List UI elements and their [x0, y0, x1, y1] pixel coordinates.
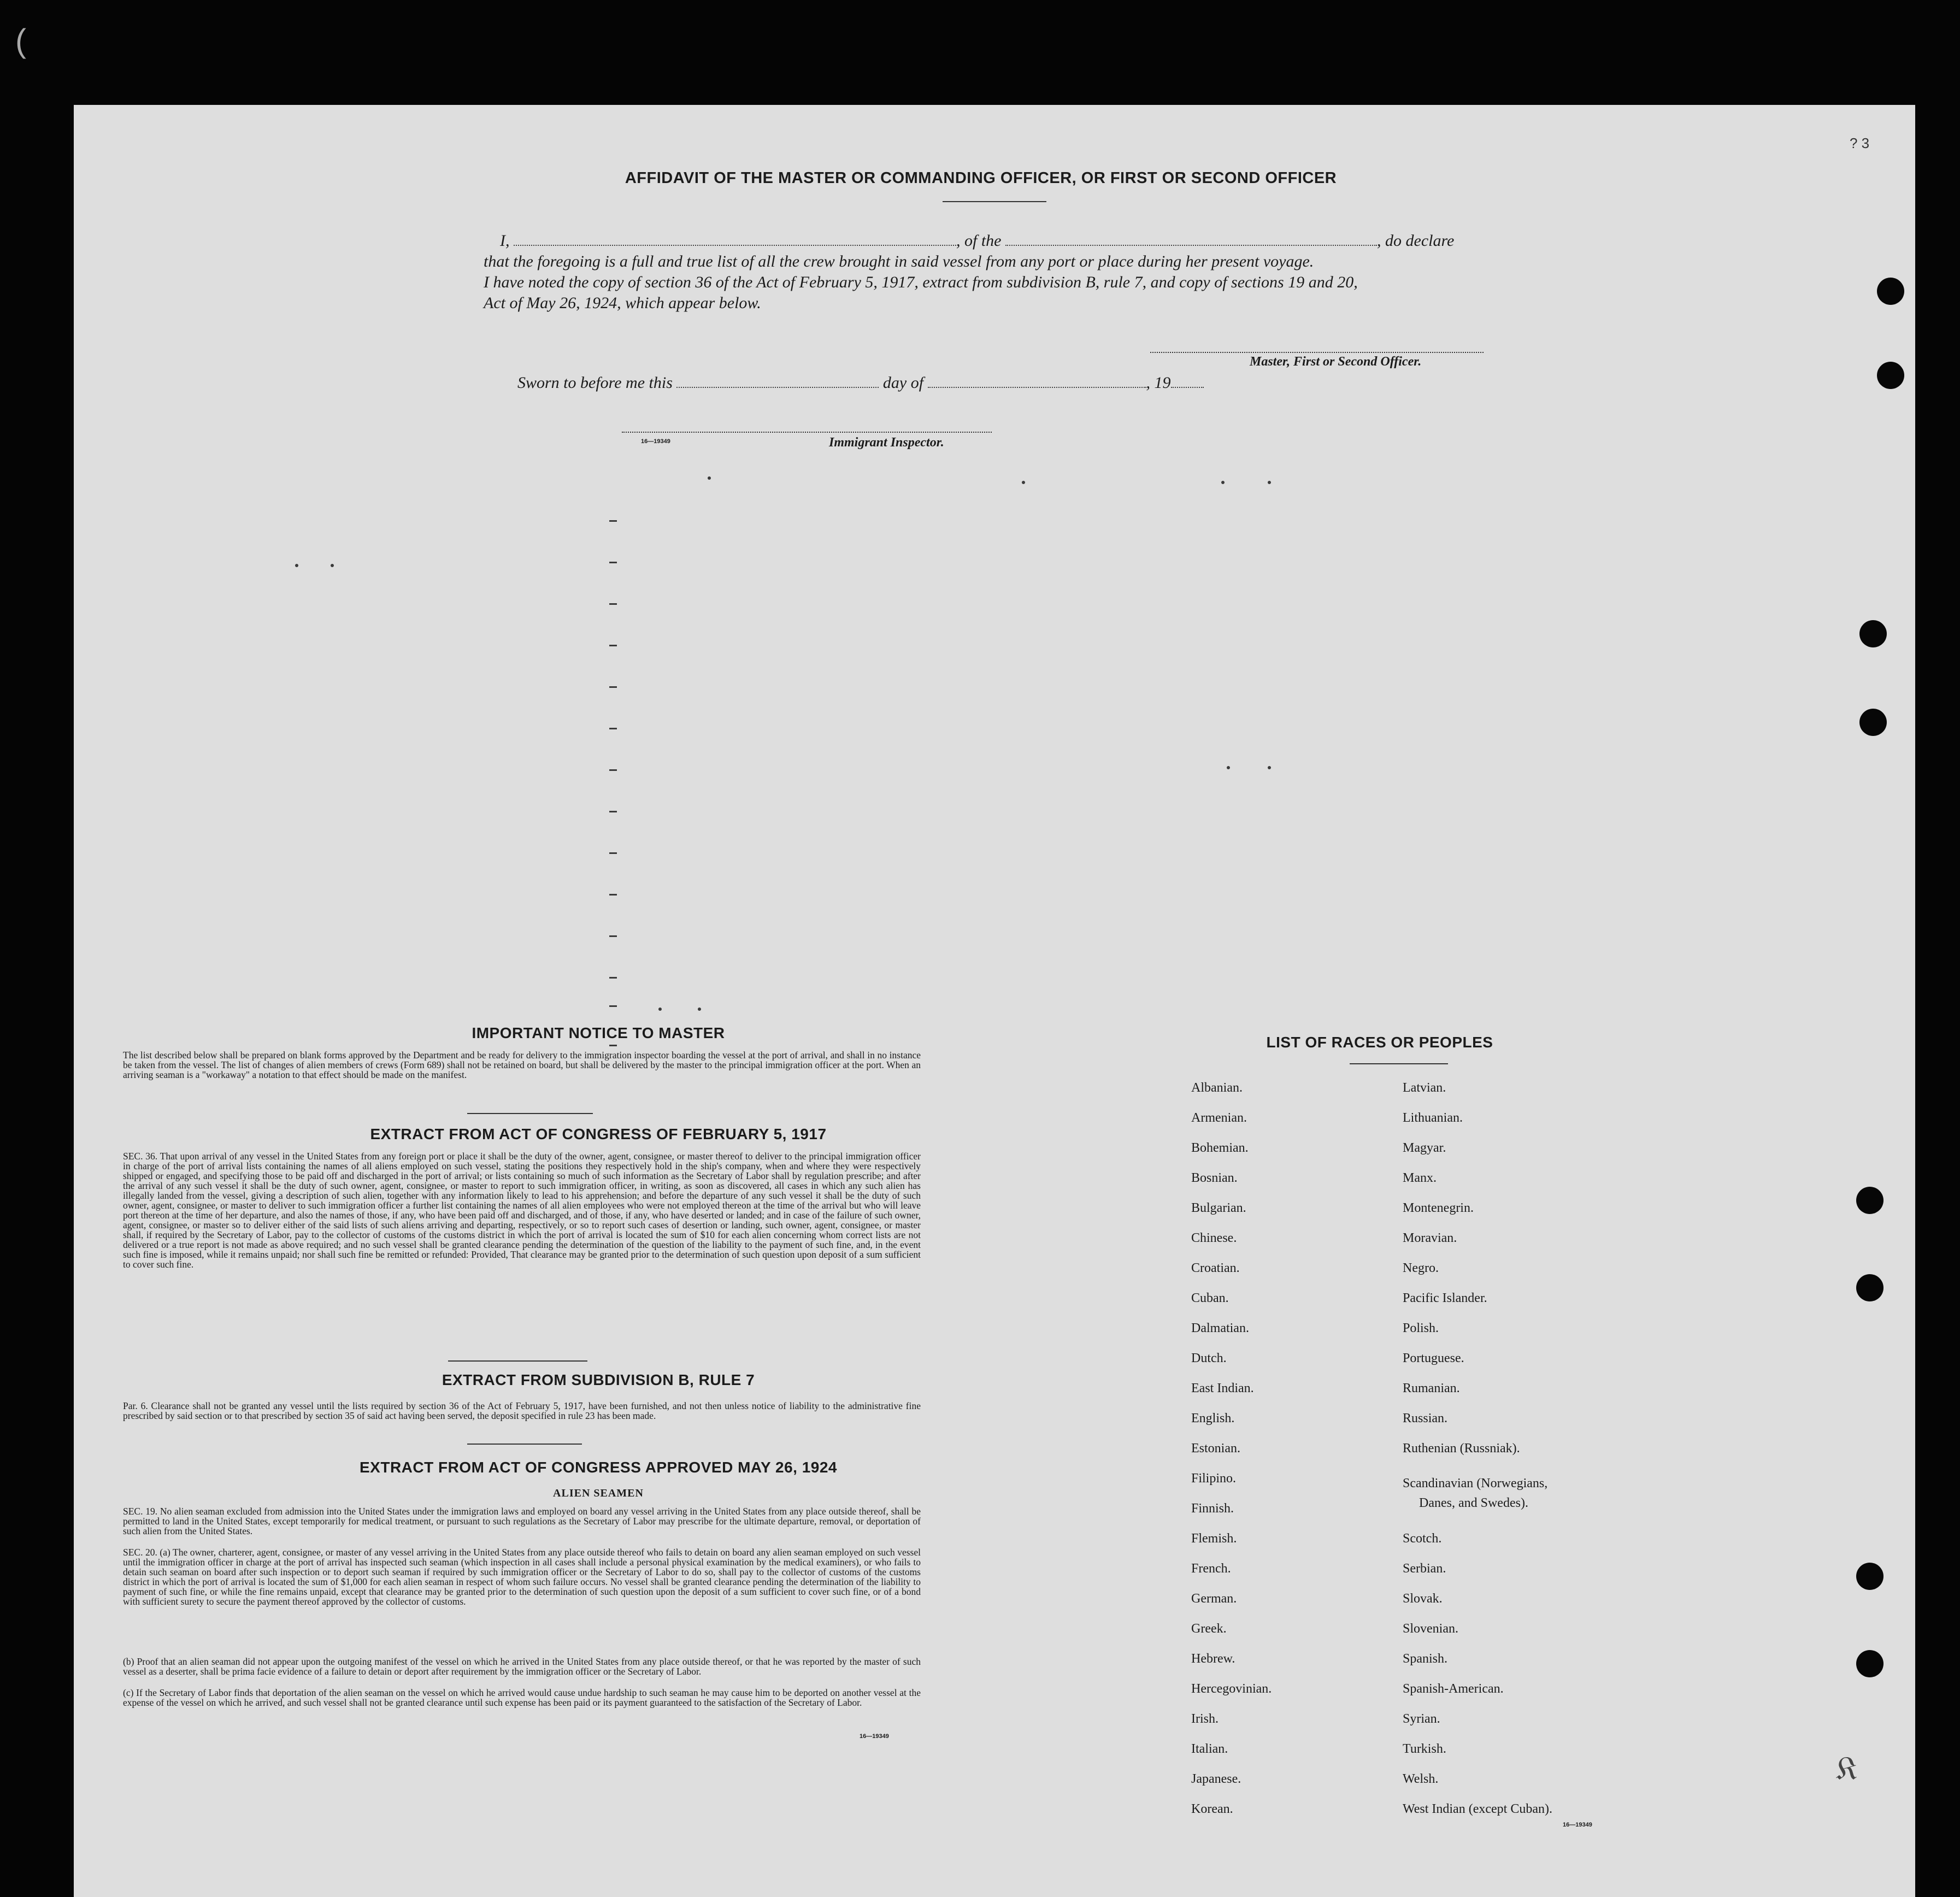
stray-dot: [698, 1008, 701, 1011]
race-hebrew: Hebrew.: [1191, 1652, 1235, 1666]
race-greek: Greek.: [1191, 1622, 1227, 1636]
race-hercegovinian: Hercegovinian.: [1191, 1682, 1272, 1696]
race-irish: Irish.: [1191, 1712, 1219, 1726]
extract-rule7-title: EXTRACT FROM SUBDIVISION B, RULE 7: [442, 1371, 755, 1388]
race-latvian: Latvian.: [1403, 1081, 1446, 1095]
race-chinese: Chinese.: [1191, 1231, 1237, 1245]
race-scotch: Scotch.: [1403, 1531, 1442, 1546]
race-bohemian: Bohemian.: [1191, 1141, 1249, 1155]
tick-mark: [609, 769, 617, 771]
notice-text: The list described below shall be prepared on blank forms approved by the Department and be ready for delivery to the immigration inspector boarding the vessel at the port of arrival, and shall in no instance be taken from the vessel. The list of changes of alien members of crews (Form 689) shall not be retained on board, but shall be delivered by the master to the principal immigration officer at the port. When an arriving seaman is a "workaway" a notation to that effect should be made on the manifest.: [123, 1050, 921, 1080]
sec20c-text: (c) If the Secretary of Labor finds that deportation of the alien seaman on the vessel on which he arrived would cause undue hardship to such seaman he may cause him to be deported on another vessel at the expense of the vessel on which he arrived, and such vessel shall not be granted clearance until such expense has been paid or its payment guaranteed to the satisfaction of the Secretary of Labor.: [123, 1687, 921, 1708]
section-divider: [448, 1360, 587, 1362]
races-form-number: 16—19349: [1563, 1822, 1592, 1828]
race-bulgarian: Bulgarian.: [1191, 1201, 1246, 1215]
section-divider: [467, 1113, 593, 1114]
race-finnish: Finnish.: [1191, 1501, 1234, 1516]
races-rule: [1350, 1063, 1448, 1064]
tick-mark: [609, 728, 617, 729]
race-flemish: Flemish.: [1191, 1531, 1237, 1546]
sworn-end: , 19: [1146, 374, 1171, 392]
race-korean: Korean.: [1191, 1802, 1233, 1816]
extract-rule7-text: Par. 6. Clearance shall not be granted any vessel until the lists required by section 36 of the Act of February 5, 1917, have been furnished, and not then unless notice of liability to the administrative fine prescribed by said section or to that prescribed by section 35 of said act having been served, the deposit specified in rule 23 has been made.: [123, 1400, 921, 1421]
race-german: German.: [1191, 1592, 1237, 1606]
race-polish: Polish.: [1403, 1321, 1439, 1335]
tick-mark: [609, 562, 617, 563]
declaration-line-3: I have noted the copy of section 36 of the Act of February 5, 1917, extract from subdivision B, rule 7, and copy of sections 19 and 20,: [484, 273, 1358, 291]
page-marks: ? 3: [1850, 135, 1870, 151]
signature-caption: Master, First or Second Officer.: [1250, 355, 1422, 369]
tick-mark: [609, 686, 617, 688]
tick-mark: [609, 977, 617, 979]
race-french: French.: [1191, 1562, 1231, 1576]
race-manx: Manx.: [1403, 1171, 1437, 1185]
race-slovenian: Slovenian.: [1403, 1622, 1458, 1636]
race-japanese: Japanese.: [1191, 1772, 1241, 1786]
declaration-mid: , of the: [956, 232, 1002, 250]
extract-form-number: 16—19349: [860, 1733, 889, 1740]
sworn-line: [517, 374, 1204, 392]
form-number: 16—19349: [641, 438, 670, 445]
sworn-mid: day of: [882, 374, 924, 392]
sec20b-text: (b) Proof that an alien seaman did not appear upon the outgoing manifest of the vessel on which he arrived in the United States from any place outside thereof, or that he was reported by the master of such vessel as a deserter, shall be prima facie evidence of a failure to detain or deport after requirement by the immigration officer or the Secretary of Labor.: [123, 1656, 921, 1677]
race-spanish-american: Spanish-American.: [1403, 1682, 1504, 1696]
handwritten-mark-icon: 𝔎: [1836, 1750, 1858, 1787]
tick-mark: [609, 811, 617, 812]
tick-mark: [609, 603, 617, 605]
declaration-line-2: that the foregoing is a full and true list of all the crew brought in said vessel from any port or place during her present voyage.: [484, 252, 1314, 270]
race-cuban: Cuban.: [1191, 1291, 1229, 1305]
race-ruthenian: Ruthenian (Russniak).: [1403, 1441, 1520, 1456]
stray-dot: [1221, 481, 1225, 484]
signature-line[interactable]: [1150, 352, 1484, 353]
tick-mark: [609, 645, 617, 646]
race-east-indian: East Indian.: [1191, 1381, 1254, 1395]
section-divider: [467, 1444, 582, 1445]
tick-mark: [609, 935, 617, 937]
alien-seamen-subtitle: ALIEN SEAMEN: [553, 1487, 644, 1499]
race-pacific-islander: Pacific Islander.: [1403, 1291, 1487, 1305]
tick-mark: [609, 1005, 617, 1007]
sworn-start: Sworn to before me this: [517, 374, 673, 392]
stray-dot: [295, 564, 298, 567]
stray-dot: [708, 476, 711, 480]
race-filipino: Filipino.: [1191, 1471, 1237, 1486]
tick-mark: [609, 852, 617, 854]
year-blank[interactable]: [1171, 385, 1204, 388]
punch-hole: [1856, 1274, 1884, 1301]
punch-hole: [1877, 362, 1904, 389]
stray-dot: [1268, 481, 1271, 484]
race-turkish: Turkish.: [1403, 1742, 1446, 1756]
race-italian: Italian.: [1191, 1742, 1228, 1756]
inspector-caption: Immigrant Inspector.: [829, 435, 944, 450]
race-russian: Russian.: [1403, 1411, 1448, 1425]
notice-title: IMPORTANT NOTICE TO MASTER: [472, 1024, 725, 1041]
race-welsh: Welsh.: [1403, 1772, 1439, 1786]
race-dutch: Dutch.: [1191, 1351, 1227, 1365]
race-rumanian: Rumanian.: [1403, 1381, 1460, 1395]
vessel-blank[interactable]: [1005, 243, 1377, 246]
inspector-signature-line[interactable]: [622, 432, 992, 433]
punch-hole: [1877, 278, 1904, 305]
race-moravian: Moravian.: [1403, 1231, 1457, 1245]
tick-mark: [609, 894, 617, 896]
stray-dot: [1022, 481, 1025, 484]
sec20a-text: SEC. 20. (a) The owner, charterer, agent, consignee, or master of any vessel arriving in the United States from any place outside thereof who fails to detain on board any alien seaman employed on such vessel until the immigration officer in charge at the port of arrival has inspected such seaman (which inspection in all cases shall include a personal physical examination by the medical examiners), or who fails to detain such seaman on board after such inspection or to deport such seaman if required by such immigration officer or the Secretary of Labor to do so, shall pay to the collector of customs of the customs district in which the port of arrival is located the sum of $1,000 for each alien seaman in respect of whom such failure occurs. No vessel shall be granted clearance pending the determination of the liability to payment of such fine, or while the fine remains unpaid, except that clearance may be granted prior to the determination of such question upon the deposit of a sum sufficient to cover such fine, or of a bond with sufficient surety to secure the payment thereof approved by the collector of customs.: [123, 1547, 921, 1607]
race-magyar: Magyar.: [1403, 1141, 1446, 1155]
tick-mark: [609, 1045, 617, 1046]
stray-dot: [1227, 766, 1230, 769]
race-scandinavian-cont: Danes, and Swedes).: [1419, 1496, 1528, 1510]
race-west-indian: West Indian (except Cuban).: [1403, 1802, 1552, 1816]
race-dalmatian: Dalmatian.: [1191, 1321, 1249, 1335]
month-blank[interactable]: [928, 385, 1146, 388]
race-lithuanian: Lithuanian.: [1403, 1111, 1463, 1125]
race-slovak: Slovak.: [1403, 1592, 1443, 1606]
race-syrian: Syrian.: [1403, 1712, 1440, 1726]
punch-hole: [1856, 1563, 1884, 1590]
declaration-end: , do declare: [1377, 232, 1455, 250]
corner-mark: (: [15, 22, 26, 59]
manifest-page: [74, 105, 1915, 1897]
races-title: LIST OF RACES OR PEOPLES: [1266, 1034, 1493, 1051]
stray-dot: [1268, 766, 1271, 769]
punch-hole: [1856, 1650, 1884, 1677]
race-scandinavian: Scandinavian (Norwegians,: [1403, 1476, 1548, 1490]
declaration-line-1: [500, 232, 1454, 250]
stray-dot: [331, 564, 334, 567]
sec19-text: SEC. 19. No alien seaman excluded from admission into the United States under the immigration laws and employed on board any vessel arriving in the United States from any place outside thereof, shall be permitted to land in the United States, except temporarily for medical treatment, or pursuant to such regulations as the Secretary of Labor may prescribe for the ultimate departure, removal, or deportation of such alien from the United States.: [123, 1506, 921, 1536]
race-serbian: Serbian.: [1403, 1562, 1446, 1576]
affidavit-title: AFFIDAVIT OF THE MASTER OR COMMANDING OFFICER, OR FIRST OR SECOND OFFICER: [625, 169, 1337, 187]
title-rule: [943, 201, 1046, 202]
race-albanian: Albanian.: [1191, 1081, 1243, 1095]
punch-hole: [1859, 709, 1887, 736]
name-blank[interactable]: [514, 243, 956, 246]
punch-hole: [1856, 1187, 1884, 1214]
race-croatian: Croatian.: [1191, 1261, 1240, 1275]
day-blank[interactable]: [676, 385, 879, 388]
declaration-line-4: Act of May 26, 1924, which appear below.: [484, 294, 761, 312]
race-spanish: Spanish.: [1403, 1652, 1448, 1666]
extract-1917-title: EXTRACT FROM ACT OF CONGRESS OF FEBRUARY 5, 1917: [370, 1126, 827, 1142]
race-portuguese: Portuguese.: [1403, 1351, 1464, 1365]
extract-1924-title: EXTRACT FROM ACT OF CONGRESS APPROVED MAY 26, 1924: [360, 1459, 837, 1476]
tick-mark: [609, 520, 617, 522]
race-montenegrin: Montenegrin.: [1403, 1201, 1474, 1215]
race-bosnian: Bosnian.: [1191, 1171, 1238, 1185]
race-negro: Negro.: [1403, 1261, 1439, 1275]
punch-hole: [1859, 620, 1887, 647]
race-english: English.: [1191, 1411, 1235, 1425]
stray-dot: [658, 1008, 662, 1011]
race-estonian: Estonian.: [1191, 1441, 1240, 1456]
declaration-start: I,: [500, 232, 510, 250]
extract-1917-text: SEC. 36. That upon arrival of any vessel in the United States from any foreign port or place it shall be the duty of the owner, agent, consignee, or master thereof to deliver to the principal immigration officer in charge of the port of arrival lists containing the names of all aliens employed on such vessel, stating the positions they respectively hold in the ship's company, when and where they were respectively shipped or engaged, and specifying those to be paid off and discharged in the port of arrival; or lists containing so much of such information as the Secretary of Labor shall by regulation prescribe; and after the arrival of any such vessel it shall be the duty of such owner, agent, consignee, or master to report to such immigration officer, in writing, as soon as discovered, all cases in which any such alien has illegally landed from the vessel, giving a description of such alien, together with any information likely to lead to his apprehension; and before the departure of any such vessel it shall be the duty of such owner, agent, consignee, or master to deliver to such immigration officer a further list containing the names of all alien employees who were not employed thereon at the time of the arrival but who will leave port thereon at the time of her departure, and also the names of those, if any, who have been paid off and discharged, and of those, if any, who have deserted or landed; and in case of the failure of such owner, agent, consignee, or master so to deliver either of the said lists of such aliens arriving and departing, respectively, or so to report such cases of desertion or landing, such owner, agent, consignee, or master shall, if required by the Secretary of Labor, pay to the collector of customs of the customs district in which the port of arrival is located the sum of $10 for each alien concerning whom correct lists are not delivered or a true report is not made as above required; and no such vessel shall be granted clearance pending the determination of the question of the liability to the payment of such fine, and, in the event such fine is imposed, while it remains unpaid; nor shall such fine be remitted or refunded: Provided, That clearance may be granted prior to the determination of such question upon deposit of a sum sufficient to cover such fine.: [123, 1151, 921, 1270]
race-armenian: Armenian.: [1191, 1111, 1247, 1125]
